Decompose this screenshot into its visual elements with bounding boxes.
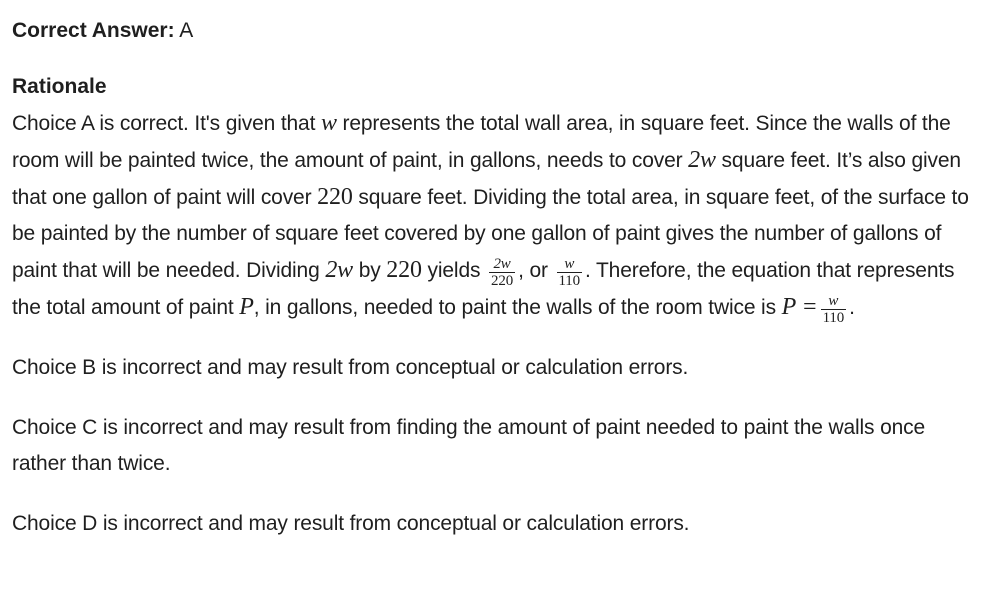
text-segment: . (849, 296, 855, 319)
choice-d-explanation: Choice D is incorrect and may result from conceptual or calculation errors. (12, 512, 690, 535)
choice-a-explanation (12, 105, 981, 326)
choice-b-explanation: Choice B is incorrect and may result from conceptual or calculation errors. (12, 356, 689, 379)
choice-c-explanation: Choice C is incorrect and may result from finding the amount of paint needed to paint the walls once rather than twice. (12, 416, 926, 475)
correct-answer-value: A (179, 19, 194, 42)
math-expression-2w: 2w (325, 257, 354, 283)
text-segment: square feet. Dividing the total area, in square feet, of the surface to be painted by the number of square feet covered by one gallon of paint gives the number of gallons of paint that will be needed. Dividing (12, 186, 969, 282)
rationale-heading: Rationale (12, 75, 107, 98)
text-segment: square feet. It’s also given that one gallon of paint will cover (12, 149, 961, 209)
fraction-numerator: 2w (489, 256, 515, 273)
text-segment: . Therefore, the equation that represents the total amount of paint (12, 259, 955, 319)
fraction-numerator: w (557, 256, 583, 273)
text-segment: Choice A is correct. It's given that (12, 112, 321, 135)
text-segment: yields (421, 259, 487, 282)
fraction-denominator: 110 (822, 310, 845, 326)
math-expression-2w: 2w (688, 147, 716, 173)
fraction-denominator: 110 (558, 273, 581, 289)
correct-answer (12, 16, 981, 46)
fraction-denominator: 220 (491, 273, 514, 289)
fraction-2w-over-220 (489, 256, 515, 289)
text-segment: , in gallons, needed to paint the walls of the room twice is (253, 296, 782, 319)
math-equation-p-equals: P = (781, 294, 818, 320)
fraction-numerator: w (821, 293, 847, 310)
math-number-220: 220 (317, 184, 353, 210)
math-variable-p: P (239, 294, 254, 320)
correct-answer-label: Correct Answer: (12, 19, 175, 42)
math-number-220: 220 (386, 257, 422, 283)
text-segment: by (353, 259, 387, 282)
fraction-w-over-110 (821, 293, 847, 326)
text-segment: , or (518, 259, 554, 282)
text-segment: represents the total wall area, in square feet. Since the walls of the room will be painted twice, the amount of paint, in gallons, needs to cover (12, 112, 951, 172)
math-variable-w: w (320, 110, 337, 136)
fraction-w-over-110 (557, 256, 583, 289)
